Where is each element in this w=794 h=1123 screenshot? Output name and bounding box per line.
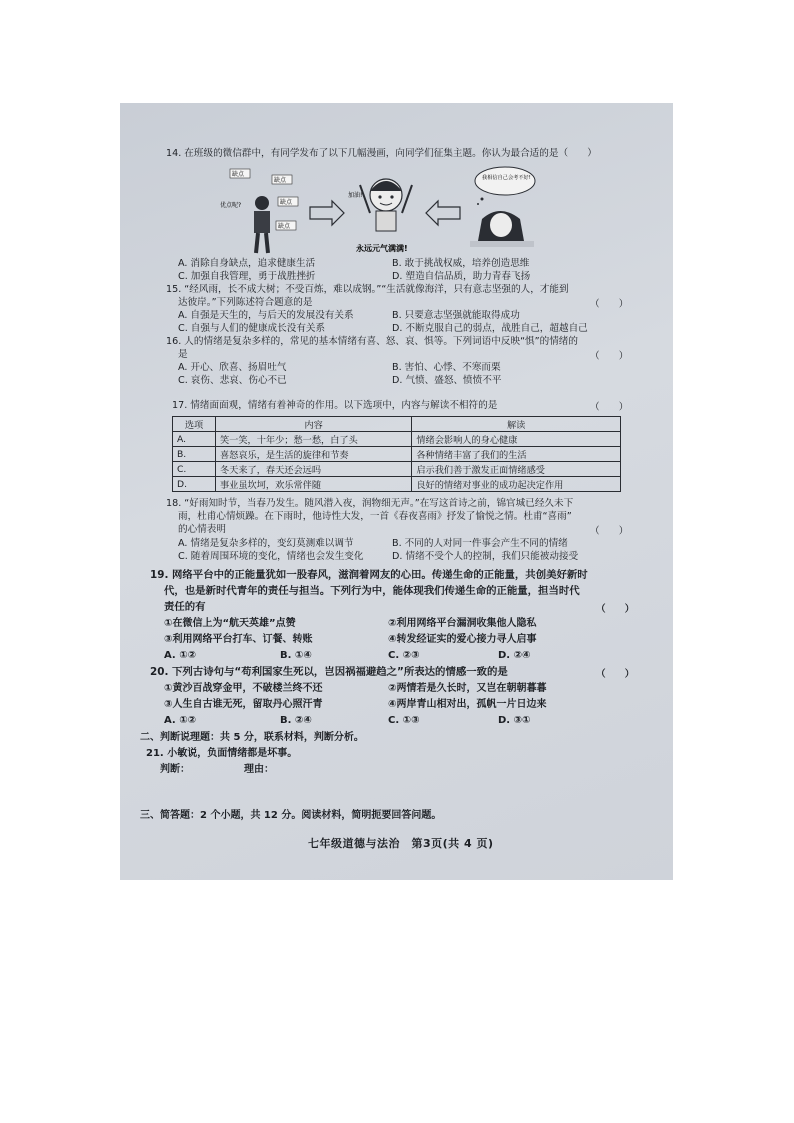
q20-item-1: ①黄沙百战穿金甲，不破楼兰终不还 [164, 683, 323, 694]
q18-option-b: B. 不同的人对同一件事会产生不同的情绪 [392, 538, 568, 549]
table-cell: 启示我们善于激发正面情绪感受 [412, 462, 621, 477]
table-row [173, 447, 621, 462]
q14-cartoon [220, 163, 550, 258]
q15-option-d: D. 不断克服自己的弱点，战胜自己，超越自己 [392, 323, 588, 334]
table-cell: D. [173, 477, 216, 492]
q19-option-d: D. ②④ [498, 650, 531, 661]
q14-option-a: A. 消除自身缺点，追求健康生活 [178, 258, 316, 269]
q21-stem: 21. 小敏说，负面情绪都是坏事。 [146, 748, 298, 759]
section3-heading: 三、简答题：2 个小题，共 12 分。阅读材料，简明扼要回答问题。 [140, 810, 442, 821]
q20-item-4: ④两岸青山相对出，孤帆一片日边来 [388, 699, 547, 710]
table-cell: C. [173, 462, 216, 477]
page-footer: 七年级道德与法治 第3页(共 4 页) [308, 837, 494, 850]
q20-option-a: A. ①② [164, 715, 197, 726]
q15-option-b: B. 只要意志坚强就能取得成功 [392, 310, 520, 321]
q19-line1: 19. 网络平台中的正能量犹如一股春风，滋润着网友的心田。传递生命的正能量，共创美好新时 [150, 569, 588, 581]
table-cell: 各种情绪丰富了我们的生活 [412, 447, 621, 462]
q21-reason: 理由： [244, 764, 274, 775]
q16-paren: （ ） [590, 351, 629, 362]
q17-paren: （ ） [590, 402, 629, 413]
q16-option-a: A. 开心、欣喜、扬眉吐气 [178, 362, 287, 373]
q16-line1: 16. 人的情绪是复杂多样的，常见的基本情绪有喜、怒、哀、惧等。下列词语中反映“惧”的情绪的 [166, 336, 578, 347]
q15-option-a: A. 自强是天生的，与后天的发展没有关系 [178, 310, 354, 321]
q19-paren: （ ） [596, 604, 635, 615]
table-cell: 笑一笑，十年少；愁一愁，白了头 [216, 432, 412, 447]
q15-line1: 15. “经风雨，长不成大树；不受百炼，难以成钢。”“生活就像海洋，只有意志坚强的人，才能到 [166, 284, 569, 295]
q17-stem: 17. 情绪面面观，情绪有着神奇的作用。以下选项中，内容与解读不相符的是 [172, 400, 498, 411]
table-cell: A. [173, 432, 216, 447]
q19-item-2: ②利用网络平台漏洞收集他人隐私 [388, 618, 537, 629]
left-bubble: 优点呢? [220, 202, 242, 209]
tag-3: 缺点 [280, 199, 293, 206]
q20-item-3: ③人生自古谁无死，留取丹心照汗青 [164, 699, 323, 710]
table-row [173, 462, 621, 477]
cartoon-right-panel [470, 167, 535, 247]
q18-line2: 雨，杜甫心情烦躁。在下雨时，他诗性大发，一首《春夜喜雨》抒发了愉悦之情。杜甫“喜雨” [178, 511, 572, 522]
q18-option-a: A. 情绪是复杂多样的，变幻莫测难以调节 [178, 538, 354, 549]
q17-table [172, 416, 621, 492]
q18-paren: （ ） [590, 526, 629, 537]
q20-stem: 20. 下列古诗句与“苟利国家生死以，岂因祸福避趋之”所表达的情感一致的是 [150, 666, 508, 678]
q20-paren: （ ） [596, 669, 635, 680]
q16-option-b: B. 害怕、心悸、不寒而栗 [392, 362, 501, 373]
table-row [173, 432, 621, 447]
exam-sheet [120, 103, 673, 880]
cartoon-center-panel [348, 179, 412, 253]
tag-1: 缺点 [232, 171, 245, 178]
q19-line3: 责任的有 [164, 601, 206, 613]
q18-option-c: C. 随着周围环境的变化，情绪也会发生变化 [178, 551, 364, 562]
q15-option-c: C. 自强与人们的健康成长没有关系 [178, 323, 326, 334]
table-cell: 良好的情绪对事业的成功起决定作用 [412, 477, 621, 492]
q18-line1: 18. “好雨知时节，当春乃发生。随风潜入夜，润物细无声。”在写这首诗之前，锦官城已经久未下 [166, 498, 574, 509]
exam-photo [120, 103, 673, 880]
q19-option-b: B. ①④ [280, 650, 312, 661]
q20-option-b: B. ②④ [280, 715, 312, 726]
q20-item-2: ②两情若是久长时，又岂在朝朝暮暮 [388, 683, 547, 694]
table-cell: 冬天来了，春天还会远吗 [216, 462, 412, 477]
table-cell: B. [173, 447, 216, 462]
q15-line2: 达彼岸。”下列陈述符合题意的是 [178, 297, 313, 308]
cartoon-caption: 永远元气满满! [356, 244, 408, 253]
q19-line2: 代，也是新时代青年的责任与担当。下列行为中，能体现我们传递生命的正能量，担当时代 [164, 585, 580, 597]
table-cell: 喜怒哀乐，是生活的旋律和节奏 [216, 447, 412, 462]
q19-item-4: ④转发经证实的爱心接力寻人启事 [388, 634, 537, 645]
arrow-left-icon [426, 201, 460, 225]
q18-line3: 的心情表明 [178, 524, 226, 535]
table-cell: 事业虽坎坷，欢乐常伴随 [216, 477, 412, 492]
tag-4: 缺点 [278, 223, 291, 230]
q16-option-c: C. 哀伤、悲哀、伤心不已 [178, 375, 287, 386]
q18-option-d: D. 情绪不受个人的控制，我们只能被动接受 [392, 551, 579, 562]
q17-header-content: 内容 [216, 417, 412, 432]
right-bubble: 我相信自己会考不好! [482, 175, 531, 181]
q20-option-c: C. ①③ [388, 715, 420, 726]
section2-heading: 二、判断说理题：共 5 分，联系材料，判断分析。 [140, 732, 364, 743]
q19-item-3: ③利用网络平台打车、订餐、转账 [164, 634, 313, 645]
q16-option-d: D. 气愤、盛怒、愤愤不平 [392, 375, 502, 386]
cartoon-left-panel [220, 169, 298, 253]
arrow-right-icon [310, 201, 344, 225]
q14-option-c: C. 加强自我管理，勇于战胜挫折 [178, 271, 316, 282]
q21-judge: 判断： [160, 764, 190, 775]
q14-option-d: D. 塑造自信品质，助力青春飞扬 [392, 271, 531, 282]
q14-stem: 14. 在班级的微信群中，有同学发布了以下几幅漫画，向同学们征集主题。你认为最合适的是（ ） [166, 148, 597, 159]
q19-option-c: C. ②③ [388, 650, 420, 661]
q17-header-interpretation: 解读 [412, 417, 621, 432]
q15-paren: （ ） [590, 299, 629, 310]
q19-item-1: ①在微信上为“航天英雄”点赞 [164, 618, 296, 629]
q14-option-b: B. 敢于挑战权威，培养创造思维 [392, 258, 530, 269]
q16-line2: 是 [178, 349, 188, 360]
q19-option-a: A. ①② [164, 650, 197, 661]
tag-2: 缺点 [274, 177, 287, 184]
table-row [173, 477, 621, 492]
q20-option-d: D. ③① [498, 715, 531, 726]
table-cell: 情绪会影响人的身心健康 [412, 432, 621, 447]
center-bubble: 加油! [348, 192, 363, 199]
q17-header-option: 选项 [173, 417, 216, 432]
